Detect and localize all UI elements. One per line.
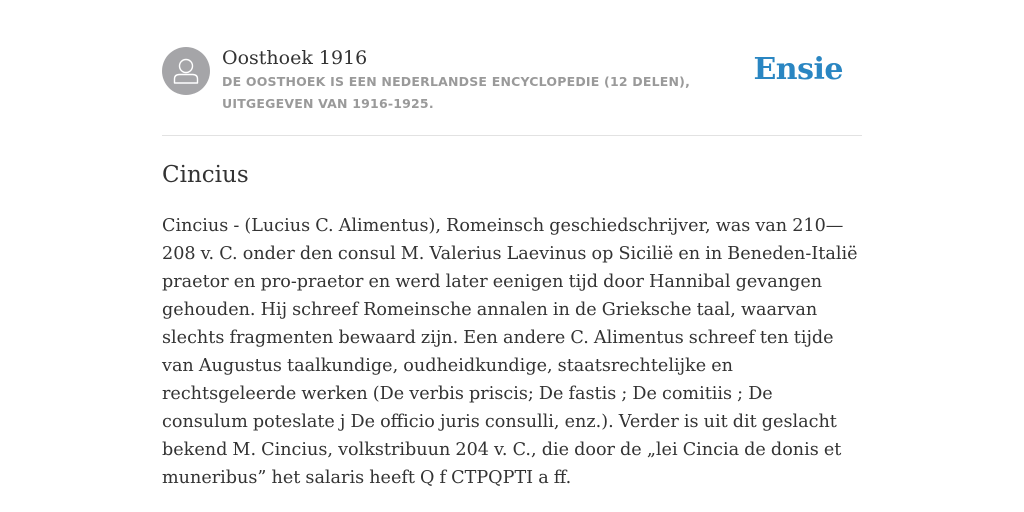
- article-title: Cincius: [162, 162, 249, 188]
- source-header: [162, 0, 862, 136]
- article-body: Cincius - (Lucius C. Alimentus), Romeinsch geschiedschrijver, was van 210—208 v. C. onder den consul M. Valerius Laevinus op Sicilië en in Beneden-Italië praetor en pro-praetor en werd later eenigen tijd door Hannibal gevangen gehouden. Hij schreef Romeinsche annalen in de Grieksche taal, waarvan slechts fragmenten bewaard zijn. Een andere C. Alimentus schreef ten tijde van Augustus taalkundige, oudheidkundige, staatsrechtelijke en rechtsgeleerde werken (De verbis priscis; De fastis ; De comitiis ; De consulum poteslate j De officio juris consulli, enz.). Verder is uit dit geslacht bekend M. Cincius, volkstribuun 204 v. C., die door de „lei Cincia de donis et muneribus” het salaris heeft Q f CTPQPTI a ff.: [162, 216, 858, 488]
- page: [162, 0, 862, 488]
- source-description: DE OOSTHOEK IS EEN NEDERLANDSE ENCYCLOPEDIE (12 DELEN), UITGEGEVEN VAN 1916-1925.: [222, 74, 691, 111]
- source-avatar[interactable]: [162, 47, 210, 95]
- user-placeholder-icon: [162, 47, 210, 95]
- ensie-logo[interactable]: Ensie: [753, 52, 843, 87]
- source-name[interactable]: Oosthoek 1916: [222, 47, 368, 69]
